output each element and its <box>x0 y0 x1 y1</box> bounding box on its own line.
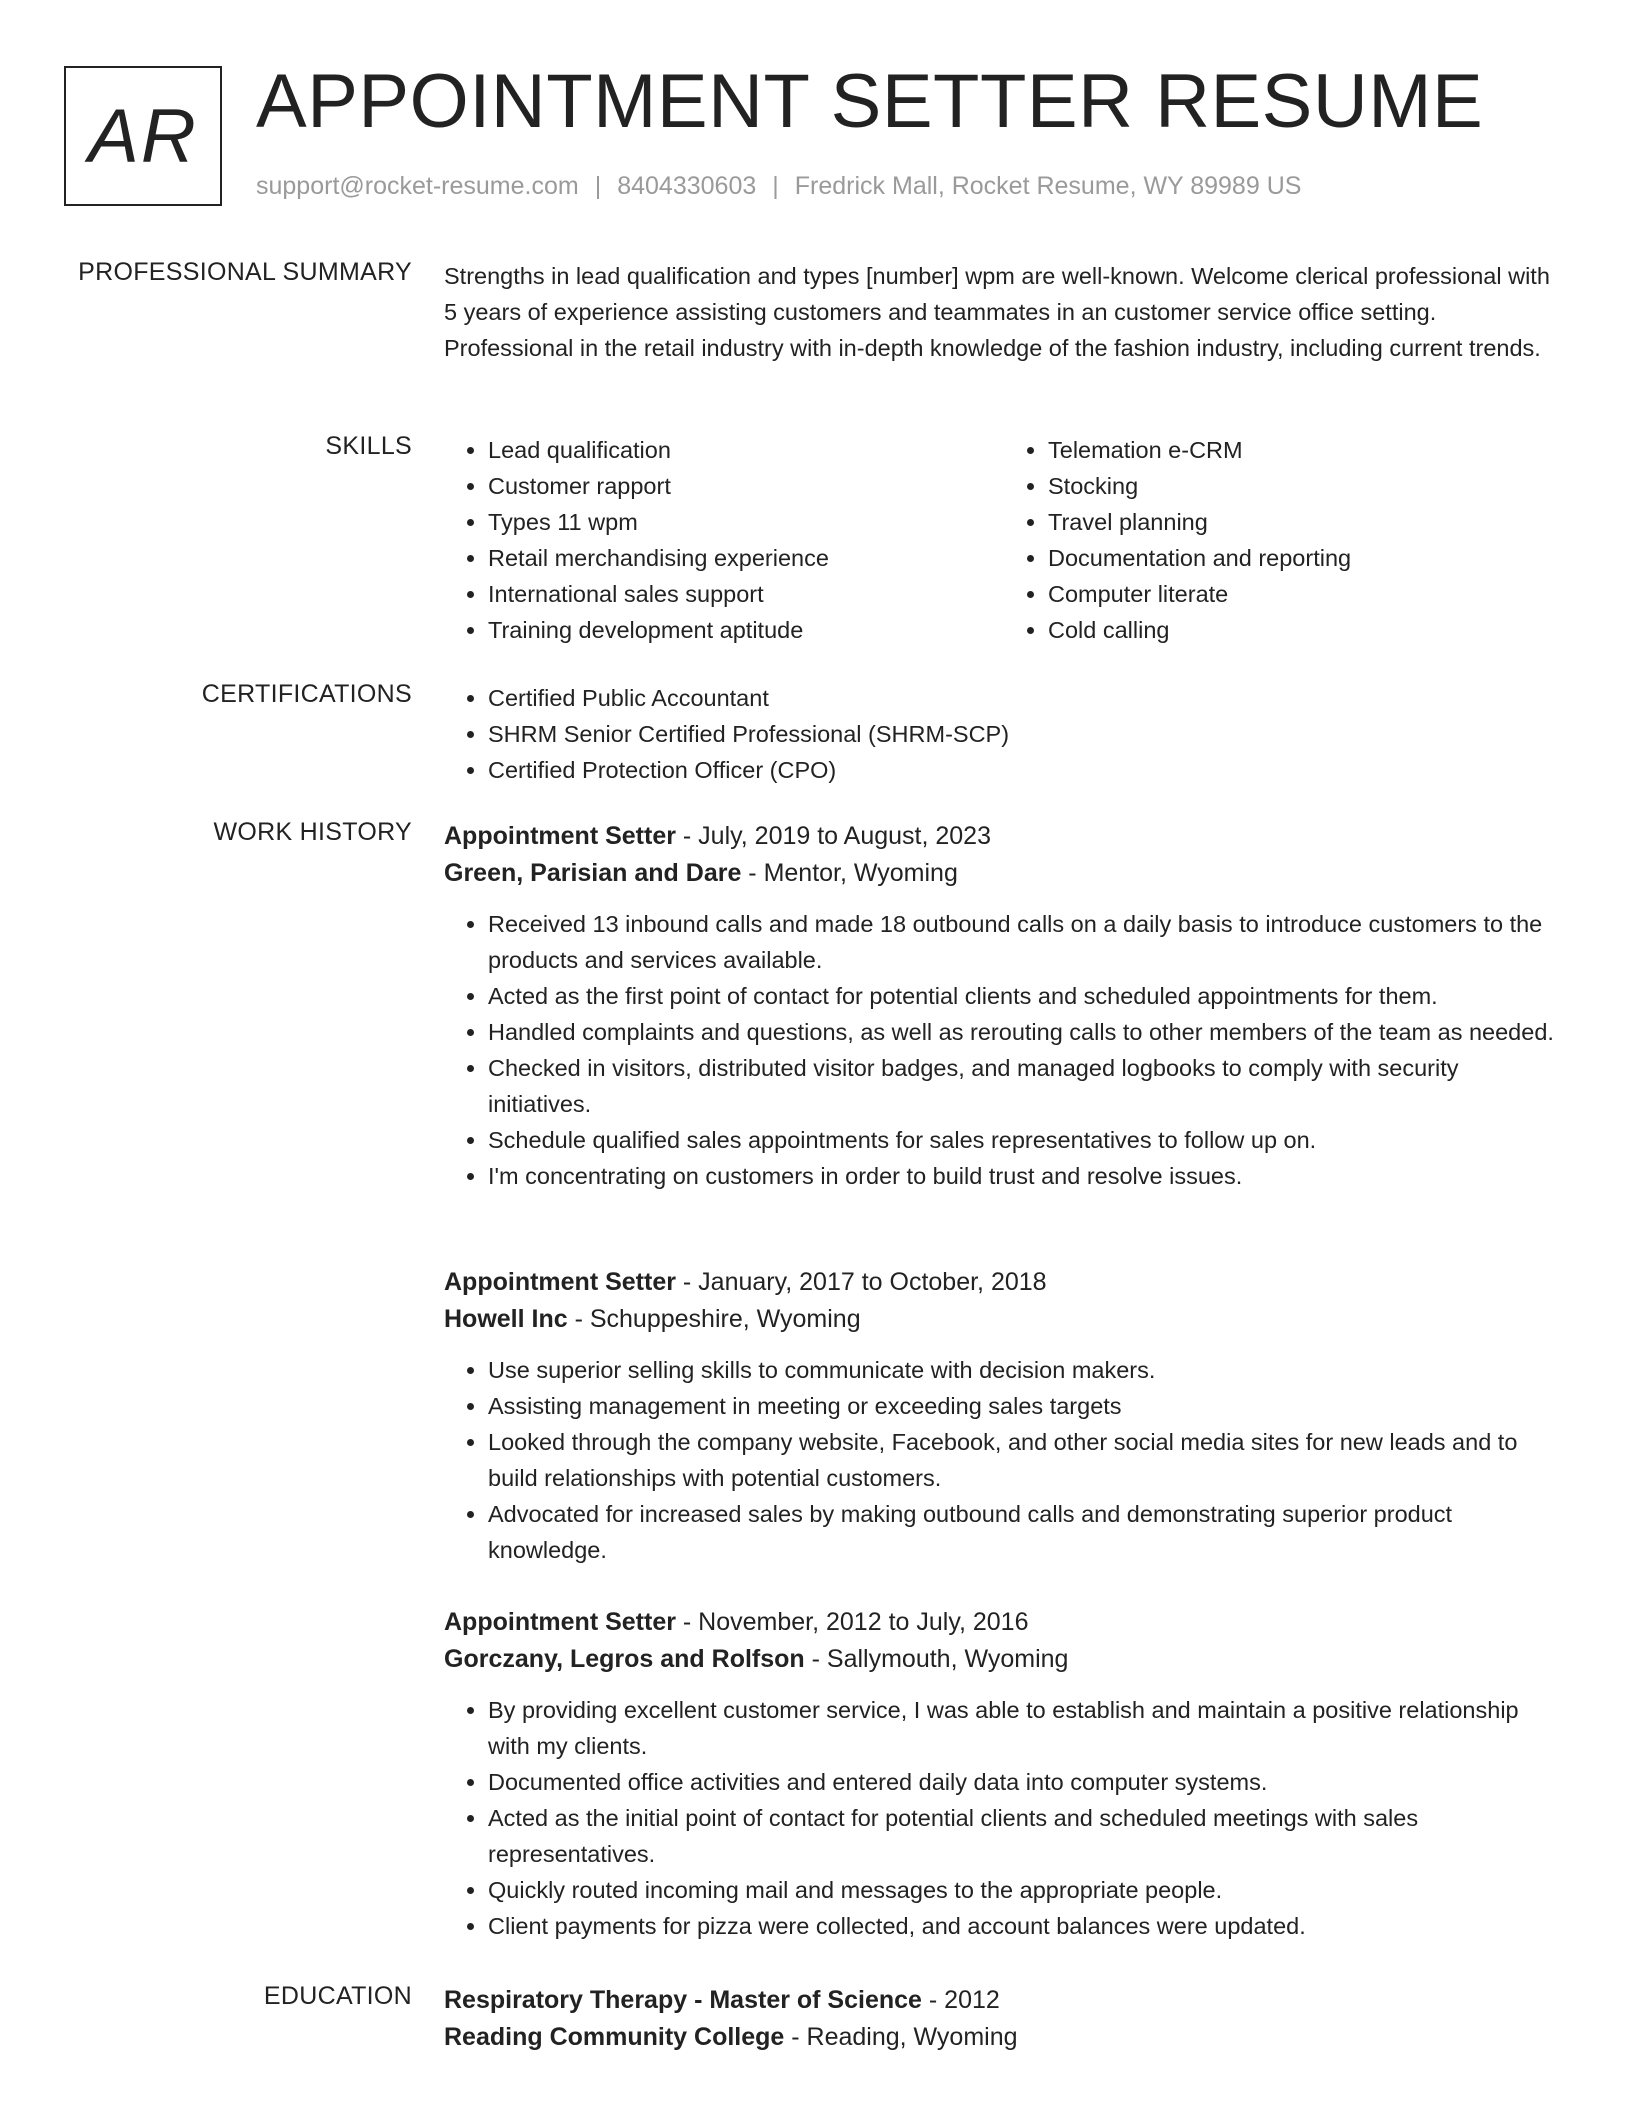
job-title-line <box>444 1264 1564 1301</box>
education-school: Reading Community College <box>444 2023 785 2051</box>
skills-heading: SKILLS <box>325 432 412 460</box>
job-location: - Schuppeshire, Wyoming <box>567 1305 861 1333</box>
job-duties-list <box>444 906 1564 1194</box>
summary-text: Strengths in lead qualification and types [number] wpm are well-known. Welcome clerical professional with 5 years of experience assisting customers and teammates in an customer service office setting. Professional in the retail industry with in-depth knowledge of the fashion industry, including current trends. <box>444 263 1550 361</box>
contact-phone: 8404330603 <box>617 172 757 200</box>
job-company: Gorczany, Legros and Rolfson <box>444 1645 805 1673</box>
job-company: Green, Parisian and Dare <box>444 859 742 887</box>
education-degree: Respiratory Therapy - Master of Science <box>444 1986 922 2014</box>
education-location: - Reading, Wyoming <box>784 2023 1018 2051</box>
job-company-line <box>444 1641 1564 1678</box>
education-degree-line <box>444 1982 1564 2019</box>
job-title-line <box>444 1604 1564 1641</box>
job-duty: • Handled complaints and questions, as well as rerouting calls to other members of the team as needed. <box>488 1014 1564 1050</box>
skill-item: • Lead qualification <box>488 432 1004 468</box>
skills-list-left <box>444 432 1004 648</box>
contact-separator: | <box>772 172 779 200</box>
certifications-heading: CERTIFICATIONS <box>201 680 412 708</box>
skill-item: • Customer rapport <box>488 468 1004 504</box>
skill-item: • Retail merchandising experience <box>488 540 1004 576</box>
resume-title: APPOINTMENT SETTER RESUME <box>256 59 1484 144</box>
job-dates: - January, 2017 to October, 2018 <box>675 1268 1047 1296</box>
job-duties-list <box>444 1692 1564 1944</box>
skill-item: • Types 11 wpm <box>488 504 1004 540</box>
job-entry <box>444 818 1564 1194</box>
job-dates: - November, 2012 to July, 2016 <box>675 1608 1029 1636</box>
job-duty: • Quickly routed incoming mail and messages to the appropriate people. <box>488 1872 1564 1908</box>
job-duty: • Acted as the initial point of contact for potential clients and scheduled meetings with sales representatives. <box>488 1800 1564 1872</box>
skill-item: • International sales support <box>488 576 1004 612</box>
job-title: Appointment Setter <box>444 1268 676 1296</box>
certifications-list <box>444 680 1564 788</box>
certification-item: • Certified Protection Officer (CPO) <box>488 752 1564 788</box>
certifications-body <box>444 680 1564 788</box>
job-duty: • Checked in visitors, distributed visitor badges, and managed logbooks to comply with security initiatives. <box>488 1050 1564 1122</box>
job-duty: • Looked through the company website, Facebook, and other social media sites for new leads and to build relationships with potential customers. <box>488 1424 1564 1496</box>
job-duties-list <box>444 1352 1564 1568</box>
skill-item: • Travel planning <box>1048 504 1564 540</box>
skills-columns <box>444 432 1564 648</box>
contact-address: Fredrick Mall, Rocket Resume, WY 89989 US <box>794 172 1302 200</box>
job-duty: • Use superior selling skills to communicate with decision makers. <box>488 1352 1564 1388</box>
monogram-badge: AR <box>64 66 222 206</box>
education-year: - 2012 <box>921 1986 1000 2014</box>
job-duty: • Advocated for increased sales by making outbound calls and demonstrating superior product knowledge. <box>488 1496 1564 1568</box>
skill-item: • Documentation and reporting <box>1048 540 1564 576</box>
contact-email: support@rocket-resume.com <box>256 172 579 200</box>
job-duty: • I'm concentrating on customers in order to build trust and resolve issues. <box>488 1158 1564 1194</box>
job-duty: • Client payments for pizza were collected, and account balances were updated. <box>488 1908 1564 1944</box>
skills-list-right <box>1004 432 1564 648</box>
contact-line <box>256 172 1301 201</box>
job-duty: • Received 13 inbound calls and made 18 outbound calls on a daily basis to introduce customers to the products and services available. <box>488 906 1564 978</box>
education-entry <box>444 1982 1564 2056</box>
job-company-line <box>444 1301 1564 1338</box>
job-location: - Sallymouth, Wyoming <box>804 1645 1069 1673</box>
job-title: Appointment Setter <box>444 1608 676 1636</box>
job-company-line <box>444 855 1564 892</box>
education-heading: EDUCATION <box>263 1982 412 2010</box>
job-entry <box>444 1604 1564 1944</box>
job-location: - Mentor, Wyoming <box>741 859 958 887</box>
education-school-line <box>444 2019 1564 2056</box>
skill-item: • Stocking <box>1048 468 1564 504</box>
job-entry <box>444 1264 1564 1568</box>
certification-item: • Certified Public Accountant <box>488 680 1564 716</box>
job-company: Howell Inc <box>444 1305 568 1333</box>
skill-item: • Computer literate <box>1048 576 1564 612</box>
skill-item: • Cold calling <box>1048 612 1564 648</box>
work-history-heading: WORK HISTORY <box>213 818 412 846</box>
job-duty: • Acted as the first point of contact for potential clients and scheduled appointments for them. <box>488 978 1564 1014</box>
job-title-line <box>444 818 1564 855</box>
skill-item: • Training development aptitude <box>488 612 1004 648</box>
job-title: Appointment Setter <box>444 822 676 850</box>
contact-separator: | <box>594 172 602 200</box>
job-duty: • By providing excellent customer service, I was able to establish and maintain a positive relationship with my clients. <box>488 1692 1564 1764</box>
summary-heading: PROFESSIONAL SUMMARY <box>78 258 412 286</box>
job-duty: • Documented office activities and entered daily data into computer systems. <box>488 1764 1564 1800</box>
job-duty: • Assisting management in meeting or exceeding sales targets <box>488 1388 1564 1424</box>
certification-item: • SHRM Senior Certified Professional (SHRM-SCP) <box>488 716 1564 752</box>
job-dates: - July, 2019 to August, 2023 <box>675 822 991 850</box>
skill-item: • Telemation e-CRM <box>1048 432 1564 468</box>
job-duty: • Schedule qualified sales appointments for sales representatives to follow up on. <box>488 1122 1564 1158</box>
